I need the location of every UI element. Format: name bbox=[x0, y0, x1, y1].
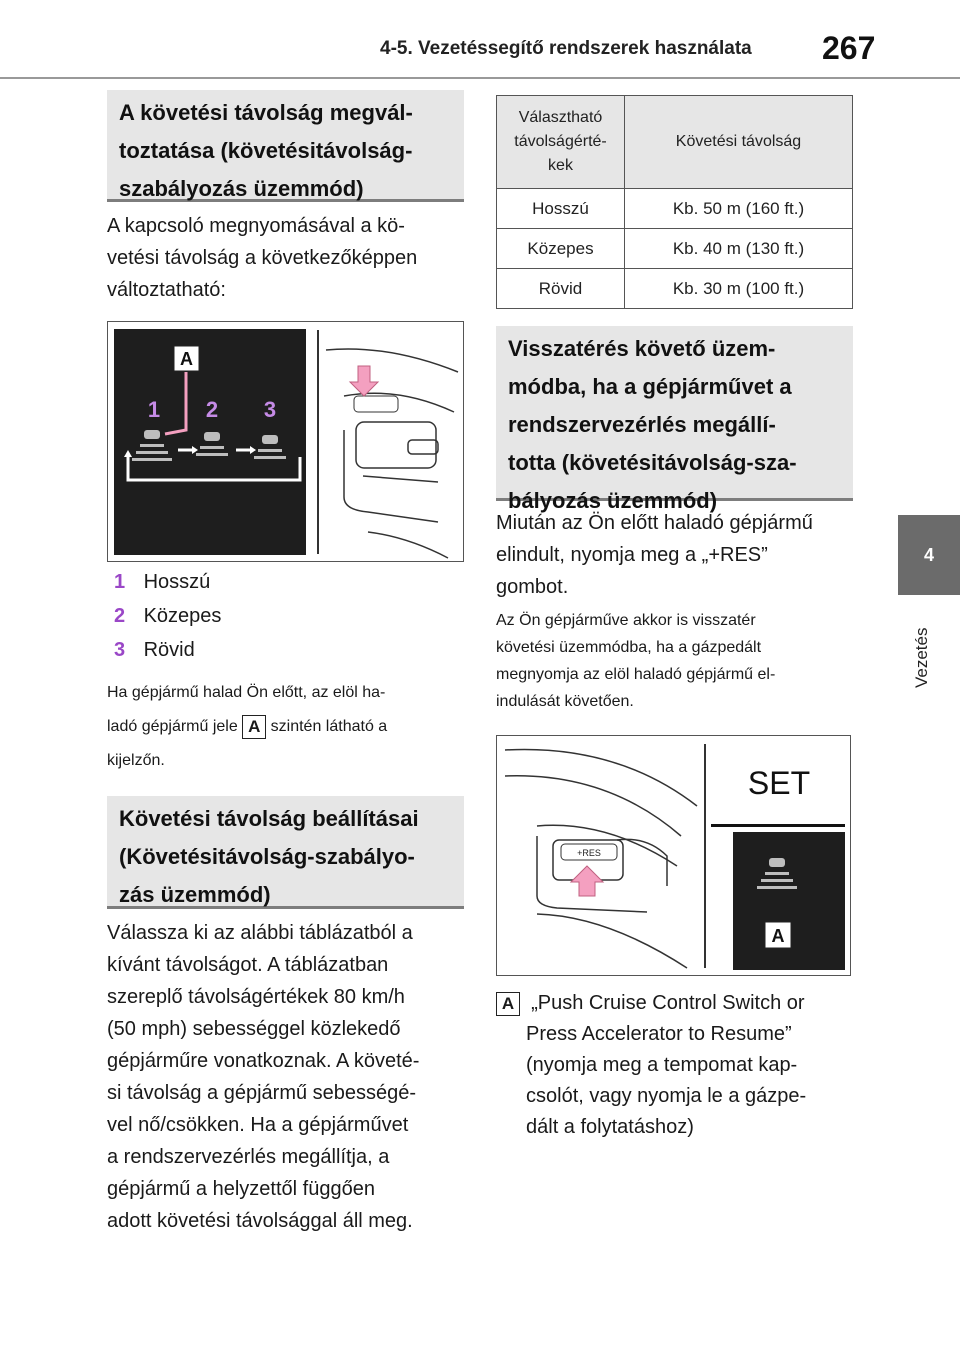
table-cell: Kb. 50 m (160 ft.) bbox=[625, 189, 853, 229]
section-title: 4-5. Vezetéssegítő rendszerek használata bbox=[380, 38, 752, 59]
table-cell: Közepes bbox=[497, 229, 625, 269]
display-separator bbox=[711, 824, 845, 827]
table-row bbox=[497, 189, 853, 229]
resume-switch-figure bbox=[496, 735, 851, 976]
resume-paragraph bbox=[496, 507, 861, 603]
heading-line: Visszatérés követő üzem- bbox=[508, 336, 776, 361]
text-line: szereplő távolságértékek 80 km/h bbox=[107, 986, 405, 1008]
steering-wheel-drawing bbox=[326, 349, 458, 558]
intro-paragraph bbox=[107, 210, 467, 306]
label-a: A bbox=[180, 349, 193, 369]
distance-switch-figure bbox=[107, 321, 464, 562]
callout-first-line bbox=[496, 988, 866, 1019]
note-text: szintén látható a bbox=[270, 718, 388, 735]
table-header-row bbox=[497, 96, 853, 189]
settings-paragraph bbox=[107, 917, 472, 1237]
note-line: kijelzőn. bbox=[107, 752, 165, 769]
table-row bbox=[497, 269, 853, 309]
vehicle-ahead-note bbox=[107, 676, 467, 778]
note-line: megnyomja az elöl haladó gépjármű el- bbox=[496, 666, 776, 683]
distance-list bbox=[114, 565, 444, 667]
header-text: távolságérté- bbox=[514, 133, 607, 150]
message-callout bbox=[496, 988, 866, 1143]
heading-change-distance bbox=[107, 90, 464, 202]
note-line: Ha gépjármű halad Ön előtt, az elöl ha- bbox=[107, 684, 386, 701]
heading-line: módba, ha a gépjárművet a bbox=[508, 374, 792, 399]
chapter-label bbox=[898, 598, 960, 698]
press-arrow-icon bbox=[571, 866, 603, 896]
text-line: kívánt távolságot. A táblázatban bbox=[107, 954, 389, 976]
heading-line: rendszervezérlés megállí- bbox=[508, 412, 776, 437]
heading-line: (Követésitávolság-szabályo- bbox=[119, 844, 415, 869]
text-line: adott követési távolsággal áll meg. bbox=[107, 1210, 413, 1232]
list-text: Hosszú bbox=[143, 571, 211, 593]
text-line: gépjárműre vonatkoznak. A követé- bbox=[107, 1050, 420, 1072]
label-a-inline: A bbox=[242, 715, 266, 739]
text-line: Miután az Ön előtt haladó gépjármű bbox=[496, 512, 813, 534]
text-line: vetési távolság a következőképpen bbox=[107, 247, 418, 269]
callout-text: „Push Cruise Control Switch or bbox=[531, 992, 805, 1014]
heading-line: bályozás üzemmód) bbox=[508, 488, 718, 513]
resume-note bbox=[496, 607, 861, 715]
callout-text: csolót, vagy nyomja le a gázpe- bbox=[526, 1085, 807, 1107]
res-button-label: +RES bbox=[577, 848, 601, 858]
text-line: elindult, nyomja meg a „+RES” bbox=[496, 544, 768, 566]
text-line: változtatható: bbox=[107, 279, 226, 301]
heading-line: toztatása (követésitávolság- bbox=[119, 138, 413, 163]
distance-switch-illustration bbox=[108, 322, 463, 561]
label-a-inline: A bbox=[496, 992, 520, 1016]
text-line: gépjármű a helyzettől függően bbox=[107, 1178, 375, 1200]
table-cell: Hosszú bbox=[497, 189, 625, 229]
callout-text: (nyomja meg a tempomat kap- bbox=[526, 1054, 798, 1076]
note-line: indulását követően. bbox=[496, 693, 634, 710]
heading-distance-settings bbox=[107, 796, 464, 909]
label-3: 3 bbox=[263, 397, 277, 422]
label-2: 2 bbox=[205, 397, 219, 422]
heading-line: szabályozás üzemmód) bbox=[119, 176, 364, 201]
text-line: Válassza ki az alábbi táblázatból a bbox=[107, 922, 413, 944]
callout-text: Press Accelerator to Resume” bbox=[526, 1023, 792, 1045]
callout-text: dált a folytatáshoz) bbox=[526, 1116, 694, 1138]
table-cell: Kb. 30 m (100 ft.) bbox=[625, 269, 853, 309]
note-text: ladó gépjármű jele bbox=[107, 718, 238, 735]
text-line: si távolság a gépjármű sebességé- bbox=[107, 1082, 417, 1104]
header-rule bbox=[0, 77, 960, 79]
text-line: vel nő/csökken. Ha a gépjárművet bbox=[107, 1114, 409, 1136]
list-number: 3 bbox=[114, 639, 126, 661]
heading-line: A követési távolság megvál- bbox=[119, 100, 413, 125]
set-indicator: SET bbox=[747, 765, 811, 801]
table-cell: Rövid bbox=[497, 269, 625, 309]
resume-switch-illustration bbox=[497, 736, 850, 975]
text-line: a rendszervezérlés megállítja, a bbox=[107, 1146, 390, 1168]
table-header-cell bbox=[625, 96, 853, 189]
display-panel bbox=[733, 832, 845, 970]
heading-return-follow bbox=[496, 326, 853, 513]
chapter-label-text: Vezetés bbox=[912, 627, 931, 688]
distance-switch bbox=[354, 396, 398, 412]
header-text: Követési távolság bbox=[675, 133, 802, 150]
note-line: Az Ön gépjárműve akkor is visszatér bbox=[496, 612, 756, 629]
list-text: Rövid bbox=[143, 639, 195, 661]
chapter-tab[interactable]: 4 bbox=[898, 515, 960, 595]
heading-line: totta (követésitávolság-sza- bbox=[508, 450, 797, 475]
note-line bbox=[107, 710, 467, 744]
note-line: követési üzemmódba, ha a gázpedált bbox=[496, 639, 762, 656]
label-a: A bbox=[771, 926, 785, 946]
table-header-cell bbox=[497, 96, 625, 189]
list-number: 2 bbox=[114, 605, 126, 627]
press-arrow-icon bbox=[350, 366, 378, 396]
header-text: kek bbox=[548, 157, 573, 174]
distance-table bbox=[496, 95, 853, 309]
text-line: A kapcsoló megnyomásával a kö- bbox=[107, 215, 405, 237]
page-number: 267 bbox=[822, 30, 876, 66]
text-line: (50 mph) sebességgel közlekedő bbox=[107, 1018, 401, 1040]
list-item bbox=[114, 565, 444, 599]
list-item bbox=[114, 633, 444, 667]
text-line: gombot. bbox=[496, 576, 569, 598]
heading-line: zás üzemmód) bbox=[119, 882, 271, 907]
list-item bbox=[114, 599, 444, 633]
table-cell: Kb. 40 m (130 ft.) bbox=[625, 229, 853, 269]
table-row bbox=[497, 229, 853, 269]
list-text: Közepes bbox=[143, 605, 222, 627]
label-1: 1 bbox=[147, 397, 161, 422]
list-number: 1 bbox=[114, 571, 126, 593]
header-text: Választható bbox=[518, 109, 603, 126]
heading-line: Követési távolság beállításai bbox=[119, 806, 419, 831]
